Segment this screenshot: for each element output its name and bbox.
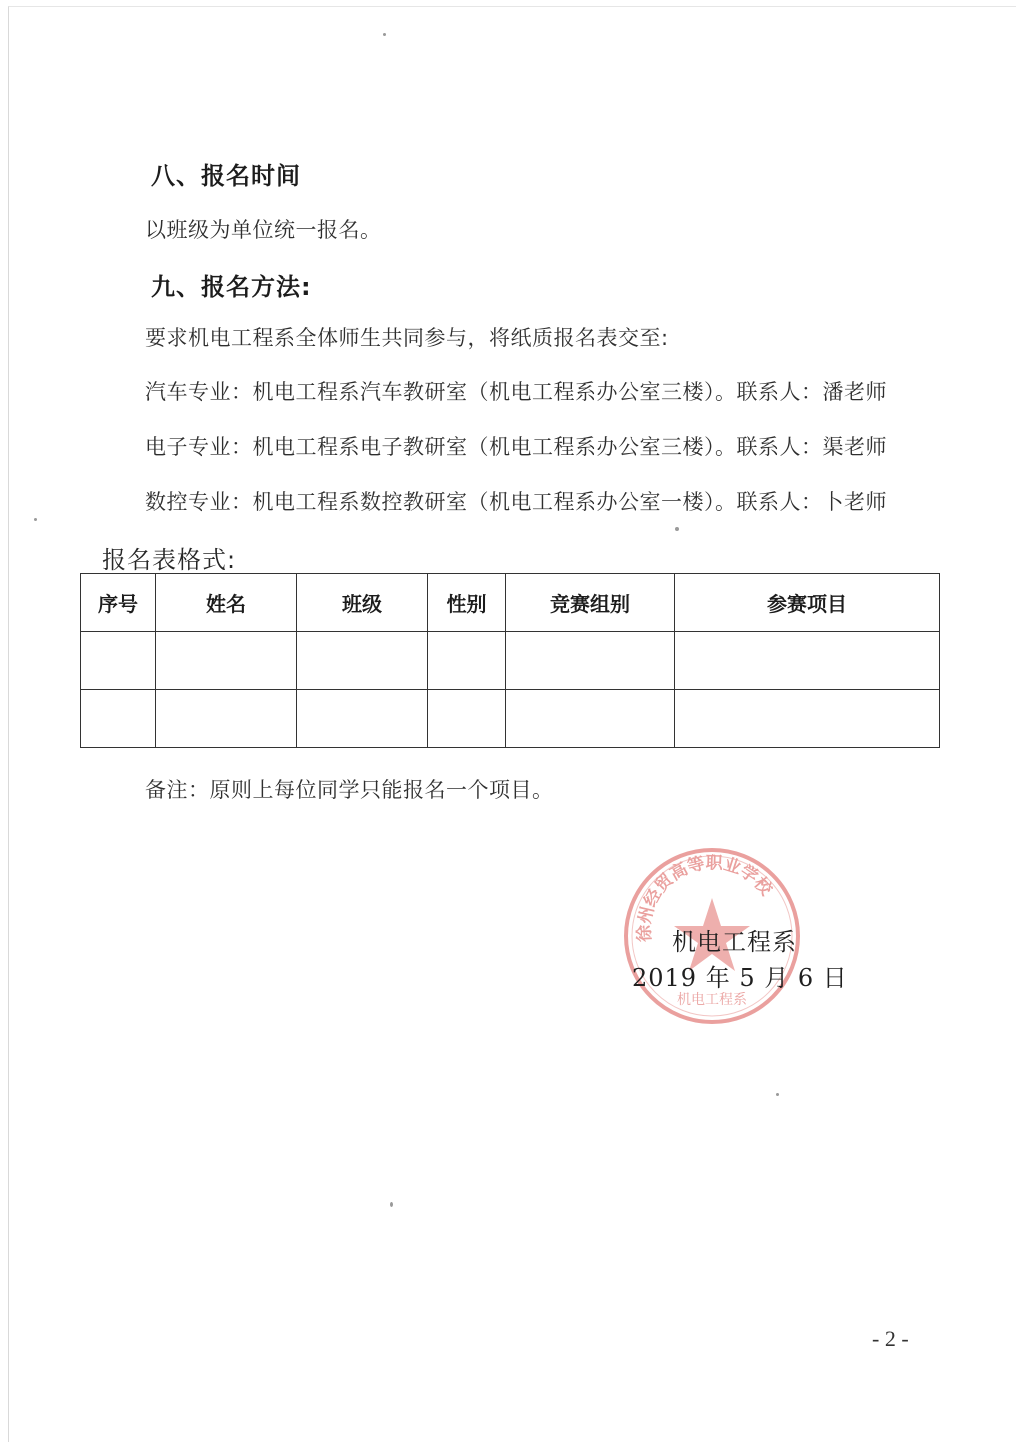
contact-line-electronics: 电子专业：机电工程系电子教研室（机电工程系办公室三楼）。联系人：渠老师 [145,435,887,459]
signature-date: 2019 年 5 月 6 日 [632,964,848,992]
scan-speck [390,1202,393,1207]
table-cell [428,690,506,748]
header-serial: 序号 [81,574,156,632]
contact-line-auto: 汽车专业：机电工程系汽车教研室（机电工程系办公室三楼）。联系人：潘老师 [145,380,887,404]
remark-note: 备注：原则上每位同学只能报名一个项目。 [145,778,554,802]
seal-text: 徐州经贸高等职业学校 [634,853,776,943]
table-cell [156,632,297,690]
seal-sub-text: 机电工程系 [677,992,747,1008]
page-number: - 2 - [872,1326,909,1351]
scan-speck [675,527,679,531]
header-event: 参赛项目 [675,574,940,632]
header-gender: 性别 [428,574,506,632]
contact-line-cnc: 数控专业：机电工程系数控教研室（机电工程系办公室一楼）。联系人：卜老师 [145,490,887,514]
table-cell [297,690,428,748]
scan-speck [34,518,37,521]
header-class: 班级 [297,574,428,632]
scan-speck [383,33,386,36]
section8-text: 以班级为单位统一报名。 [145,218,382,242]
table-cell [428,632,506,690]
form-label: 报名表格式: [102,546,237,574]
header-name: 姓名 [156,574,297,632]
section9-heading: 九、报名方法: [151,273,312,301]
table-header-row [81,574,940,632]
table-cell [81,690,156,748]
table-cell [156,690,297,748]
scan-speck [776,1093,779,1096]
table-row [81,632,940,690]
table-cell [506,632,675,690]
table-row [81,690,940,748]
table-cell [297,632,428,690]
header-group: 竞赛组别 [506,574,675,632]
table-cell [675,690,940,748]
signature-department: 机电工程系 [672,928,797,956]
table-cell [81,632,156,690]
section9-intro: 要求机电工程系全体师生共同参与，将纸质报名表交至: [145,326,669,350]
table-cell [675,632,940,690]
section8-heading: 八、报名时间 [151,162,301,190]
table-cell [506,690,675,748]
registration-table [80,573,940,748]
